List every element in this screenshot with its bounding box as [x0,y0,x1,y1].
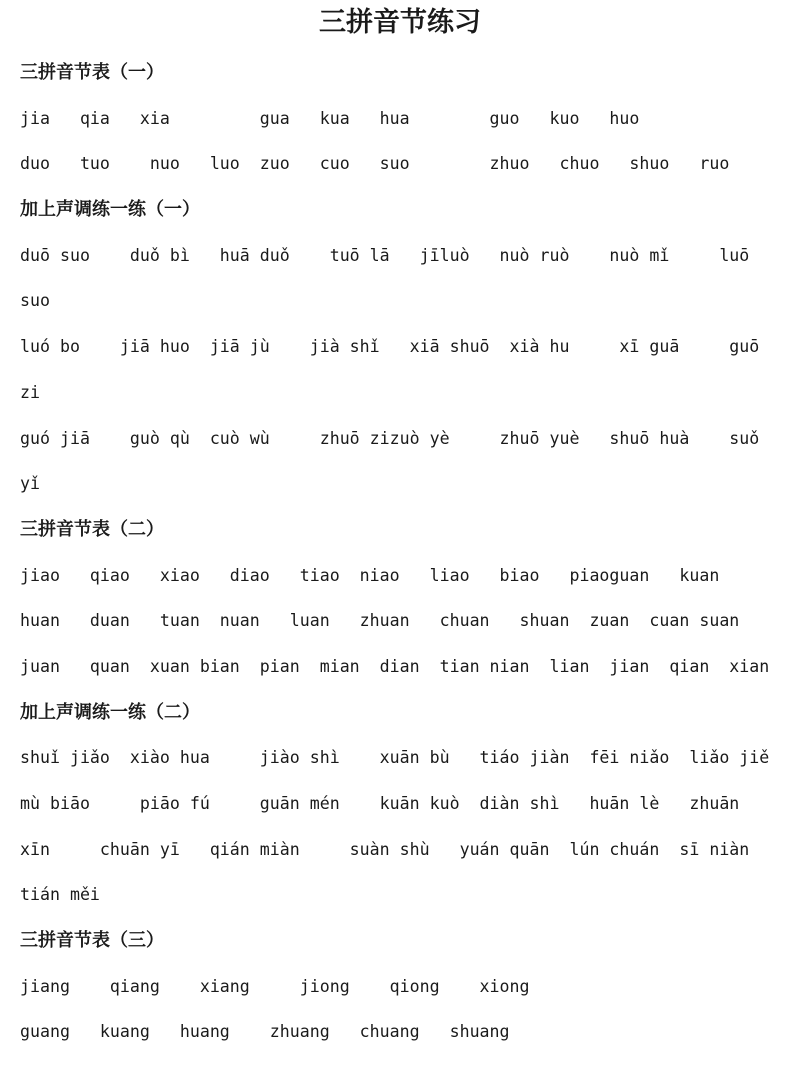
document-body [20,50,800,1055]
pinyin-line: jia qia xia gua kua hua guo kuo huo [20,108,640,128]
pinyin-line: mù biāo piāo fú guān mén kuān kuò diàn shì huān lè zhuān [20,794,740,813]
pinyin-line: shuǐ jiǎo xiào hua jiào shì xuān bù tiáo jiàn fēi niǎo liǎo jiě [20,748,770,768]
pinyin-line: guang kuang huang zhuang chuang shuang [20,1022,510,1042]
pinyin-line: suo [20,291,50,311]
pinyin-line: tián měi [20,885,100,905]
section-heading: 三拼音节表（一） [20,62,164,83]
pinyin-line: jiang qiang xiang jiong qiong xiong [20,976,530,996]
pinyin-line: xīn chuān yī qián miàn suàn shù yuán quān lún chuán sī niàn [20,839,750,859]
pinyin-line: juan quan xuan bian pian mian dian tian nian lian jian qian xian [20,656,770,676]
page-title: 三拼音节练习 [319,7,481,38]
section-heading: 三拼音节表（二） [20,518,164,540]
pinyin-line: duo tuo nuo luo zuo cuo suo zhuo chuo shuo ruo [20,154,730,174]
pinyin-line: yǐ [20,474,40,494]
pinyin-line: luó bo jiā huo jiā jù jià shǐ xiā shuō xià hu xī guā guō [20,337,760,357]
pinyin-line: duō suo duǒ bì huā duǒ tuō lā jīluò nuò ruò nuò mǐ luō [20,245,750,265]
pinyin-line: jiao qiao xiao diao tiao niao liao biao piaoguan kuan [20,565,720,585]
section-heading: 加上声调练一练（一） [20,199,200,221]
pinyin-line: guó jiā guò qù cuò wù zhuō zizuò yè zhuō yuè shuō huà suǒ [20,428,760,448]
pinyin-line: huan duan tuan nuan luan zhuan chuan shuan zuan cuan suan [20,611,740,631]
section-heading: 三拼音节表（三） [20,930,164,952]
pinyin-line: zi [20,382,40,402]
section-heading: 加上声调练一练（二） [20,701,200,723]
